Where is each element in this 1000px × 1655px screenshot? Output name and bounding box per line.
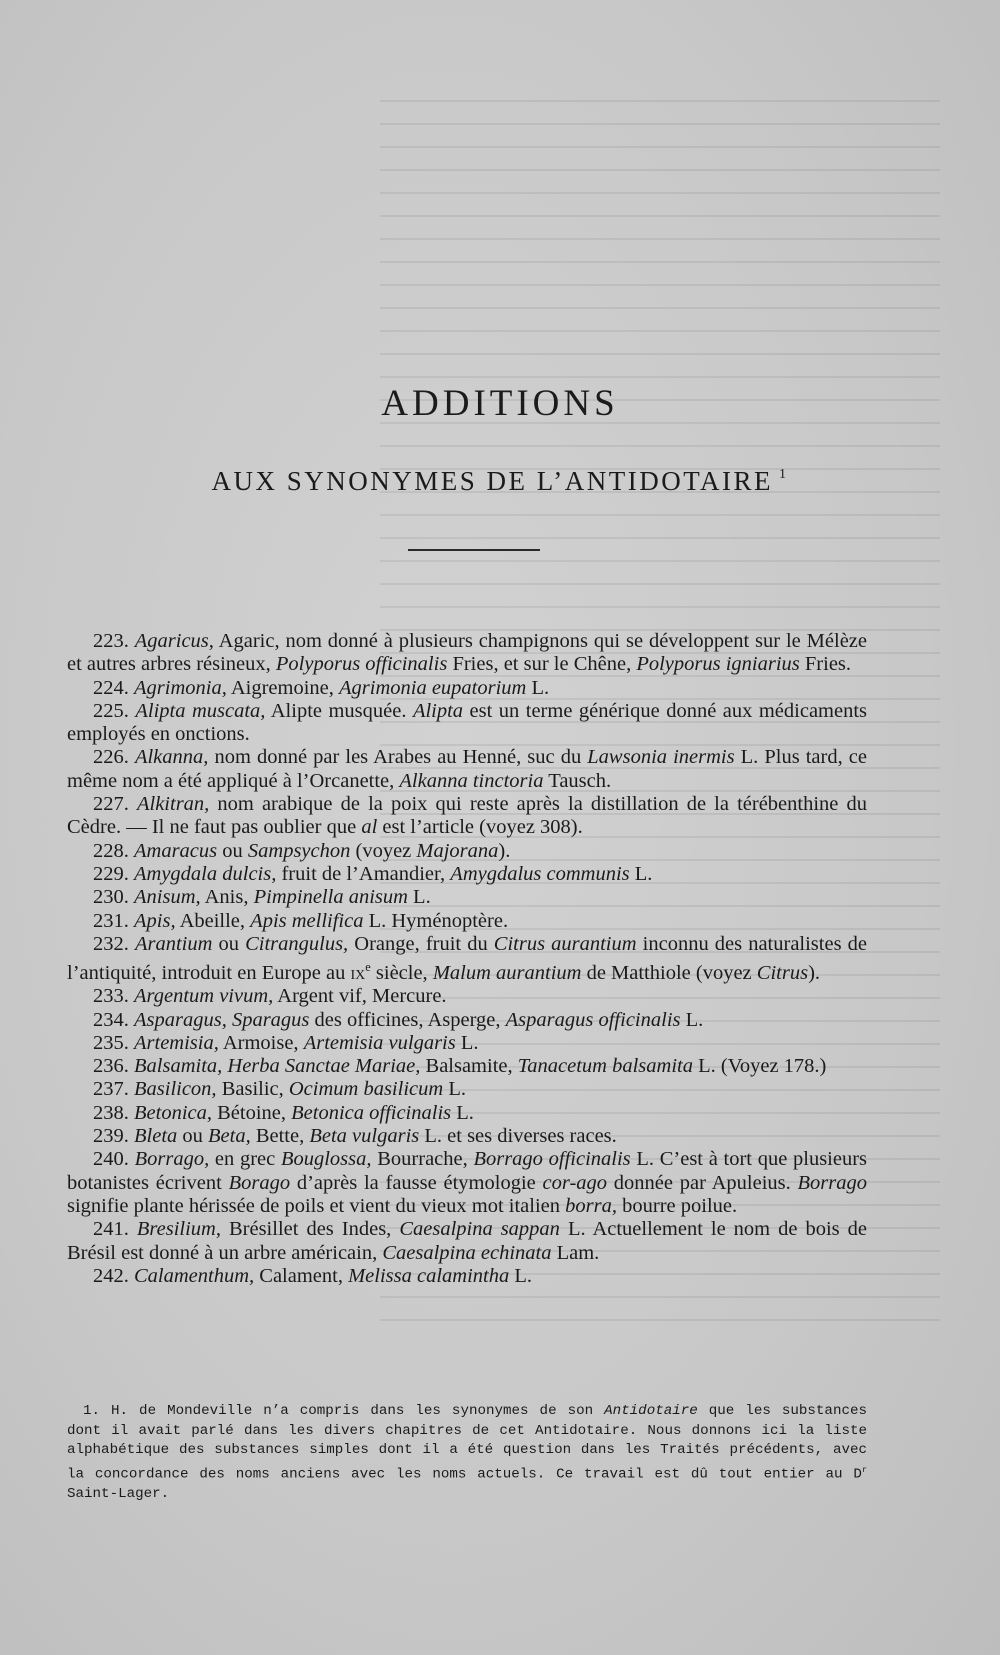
entry xyxy=(67,1055,867,1078)
text-run: Brésillet des Indes, xyxy=(220,1218,400,1241)
text-run: Aigremoine, xyxy=(226,676,339,699)
text-run: Armoise, xyxy=(218,1031,304,1054)
superscript: e xyxy=(365,960,371,975)
italic-term: Alkanna, xyxy=(134,746,209,769)
entry-number: 231. xyxy=(93,909,134,932)
entry xyxy=(67,863,867,886)
text-run: ou xyxy=(217,839,248,862)
text-run: L. Plus tard, ce même nom a été appliqué à l’Orcanette, xyxy=(67,746,867,792)
text-run: inconnu des naturalistes de l’antiquité, introduit en Europe au xyxy=(67,932,867,984)
text-run: ). xyxy=(498,839,511,862)
italic-term: Bresilium, xyxy=(136,1218,221,1241)
italic-term: Borago xyxy=(228,1171,291,1194)
text-run: Anis, xyxy=(200,886,254,909)
footnote xyxy=(67,1402,867,1504)
italic-term: Amygdalus communis xyxy=(450,862,630,885)
italic-term: Caesalpina sappan xyxy=(399,1218,560,1241)
italic-term: Amygdala dulcis, xyxy=(134,862,277,885)
italic-term: Polyporus igniarius xyxy=(636,653,800,676)
italic-term: Citrangulus, xyxy=(245,932,349,955)
entry xyxy=(67,910,867,933)
entry xyxy=(67,1078,867,1101)
text-run: Bette, xyxy=(250,1125,310,1148)
entry xyxy=(67,840,867,863)
entry-number: 232. xyxy=(93,932,135,955)
entry xyxy=(67,1265,867,1288)
text-run: Agaric, nom donné à plusieurs champignons qui se développent sur le Mélèze et autres arbres résineux, xyxy=(67,630,867,676)
italic-term: Bleta xyxy=(134,1125,178,1148)
text-run: Saint-Lager. xyxy=(67,1485,170,1502)
text-run: bourre poilue. xyxy=(617,1194,738,1217)
entry-number: 226. xyxy=(93,746,135,769)
entry-number: 239. xyxy=(93,1125,134,1148)
entry xyxy=(67,886,867,909)
italic-term: Anisum, xyxy=(134,886,201,909)
text-run: (voyez xyxy=(350,839,417,862)
entry-number: 236. xyxy=(93,1055,134,1078)
italic-term: cor-ago xyxy=(542,1171,608,1194)
text-run: est un terme générique donné aux médicaments employés en onctions. xyxy=(67,699,868,746)
text-run: 1. H. de Mondeville n’a compris dans les synonymes de son xyxy=(83,1403,605,1419)
entry xyxy=(67,933,867,985)
text-run: L. Actuellement le nom de bois de Brésil est donné à un arbre américain, xyxy=(67,1218,868,1264)
text-run: d’après la fausse étymologie xyxy=(290,1171,543,1194)
entry-number: 242. xyxy=(93,1264,134,1287)
italic-term: Sampsychon xyxy=(247,839,351,862)
italic-term: Alipta xyxy=(412,699,464,722)
entry-number: 230. xyxy=(93,886,134,909)
text-run: Basilic, xyxy=(216,1078,289,1101)
footnote-marker: 1 xyxy=(779,467,789,482)
entry-number: 240. xyxy=(93,1148,135,1171)
page-subtitle xyxy=(0,466,1000,497)
text-run: en grec xyxy=(209,1148,281,1171)
entry-number: 227. xyxy=(93,793,137,816)
entry xyxy=(67,700,867,747)
italic-term: Caesalpina echinata xyxy=(382,1241,552,1264)
italic-term: Tanacetum balsamita xyxy=(517,1055,693,1078)
entry xyxy=(67,1125,867,1148)
text-run: L. Hyménoptère. xyxy=(363,909,509,932)
italic-term: Beta, xyxy=(208,1125,251,1148)
italic-term: Apis mellifica xyxy=(250,909,364,932)
text-run: nom donné par les Arabes au Henné, suc du xyxy=(208,746,588,769)
entry xyxy=(67,746,867,793)
entry-number: 237. xyxy=(93,1078,134,1101)
text-run: Abeille, xyxy=(175,909,251,932)
small-caps: ix xyxy=(350,961,366,984)
italic-term: Betonica officinalis xyxy=(291,1101,452,1124)
text-run: L. xyxy=(509,1264,533,1287)
text-run: L. xyxy=(451,1101,474,1124)
italic-term: Alkitran, xyxy=(136,793,210,816)
italic-term: Melissa calamintha xyxy=(348,1264,510,1287)
italic-term: Asparagus, Sparagus xyxy=(134,1008,310,1031)
text-run: fruit de l’Amandier, xyxy=(276,862,451,885)
italic-term: Majorana xyxy=(416,839,499,862)
entry-number: 223. xyxy=(93,630,135,652)
italic-term: Malum aurantium xyxy=(432,961,582,984)
entry-number: 225. xyxy=(93,699,136,722)
text-run: ou xyxy=(177,1125,209,1148)
italic-term: Ocimum basilicum xyxy=(288,1078,444,1101)
text-run: Alipte musquée. xyxy=(265,699,413,722)
text-run: est l’article (voyez 308). xyxy=(377,816,583,839)
italic-term: Pimpinella anisum xyxy=(253,886,408,909)
entry-number: 238. xyxy=(93,1101,134,1124)
italic-term: Citrus xyxy=(756,961,809,984)
italic-term: Artemisia, xyxy=(134,1031,219,1054)
text-run: L. (Voyez 178.) xyxy=(692,1055,827,1078)
text-run: siècle, xyxy=(370,961,433,984)
italic-term: Borrago officinalis xyxy=(473,1148,631,1171)
entry xyxy=(67,1009,867,1032)
text-run: Balsamite, xyxy=(420,1055,518,1078)
text-run: L. xyxy=(407,886,431,909)
page-title: ADDITIONS xyxy=(381,383,619,424)
entry-number: 234. xyxy=(93,1008,134,1031)
text-run: signifie plante hérissée de poils et vient du vieux mot italien xyxy=(67,1194,566,1217)
subtitle-text: AUX SYNONYMES DE L’ANTIDOTAIRE xyxy=(211,466,774,496)
entry xyxy=(67,1102,867,1125)
italic-term: Beta vulgaris xyxy=(309,1125,420,1148)
text-run: Bourrache, xyxy=(371,1148,474,1171)
entry-number: 241. xyxy=(93,1218,137,1241)
italic-term: Basilicon, xyxy=(134,1078,217,1101)
entry-number: 228. xyxy=(93,839,134,862)
italic-term: Argentum vivum, xyxy=(134,985,274,1008)
italic-term: Apis, xyxy=(134,909,176,932)
text-run: L. xyxy=(680,1008,704,1031)
italic-term: Amaracus xyxy=(134,839,218,862)
text-run: que les substances dont il avait parlé dans les divers chapitres de cet Antidotaire. Nous donnons ici la liste alphabétique des substances simples dont il a été question dans les Traités précédents, avec la concordance des noms anciens avec les noms actuels. Ce travail est dû tout entier au D xyxy=(67,1403,867,1483)
superscript: r xyxy=(861,1464,867,1475)
italic-term: Borrago, xyxy=(134,1148,210,1171)
italic-term: Agaricus, xyxy=(134,630,214,652)
italic-term: Artemisia vulgaris xyxy=(303,1031,456,1054)
italic-term: Borrago xyxy=(797,1171,868,1194)
entry-number: 235. xyxy=(93,1031,134,1054)
text-run: Fries, et sur le Chêne, xyxy=(447,653,637,676)
italic-term: Bouglossa, xyxy=(280,1148,372,1171)
entry-number: 233. xyxy=(93,985,134,1008)
entry xyxy=(67,985,867,1008)
italic-term: Balsamita, Herba Sanctae Mariae, xyxy=(134,1055,421,1078)
title-rule xyxy=(408,549,540,551)
text-run: donnée par Apuleius. xyxy=(607,1171,798,1194)
italic-term: Alkanna tinctoria xyxy=(399,769,544,792)
text-run: Tausch. xyxy=(543,769,612,792)
text-run: L. et ses diverses races. xyxy=(419,1125,617,1148)
italic-term: Agrimonia eupatorium xyxy=(339,676,527,699)
text-run: Lam. xyxy=(551,1241,600,1264)
text-run: Fries. xyxy=(799,653,852,676)
italic-term: Antidotaire xyxy=(604,1403,698,1419)
italic-term: borra, xyxy=(565,1194,617,1217)
italic-term: Citrus aurantium xyxy=(493,932,637,955)
entries-list xyxy=(67,630,867,1288)
entry xyxy=(67,630,867,677)
text-run: L. xyxy=(455,1031,479,1054)
text-run: Orange, fruit du xyxy=(348,932,494,955)
text-run: des officines, Asperge, xyxy=(309,1008,506,1031)
text-run: ). xyxy=(808,961,821,984)
italic-term: Calamenthum, xyxy=(134,1264,255,1287)
entry xyxy=(67,1148,867,1218)
entry xyxy=(67,1218,867,1265)
entry-number: 229. xyxy=(93,862,134,885)
italic-term: Betonica, xyxy=(134,1101,212,1124)
text-run: de Matthiole (voyez xyxy=(581,961,757,984)
italic-term: Polyporus officinalis xyxy=(275,653,448,676)
italic-term: al xyxy=(361,816,378,839)
text-run: L. C’est à tort que plusieurs botanistes écrivent xyxy=(67,1148,868,1194)
text-run: L. xyxy=(526,676,550,699)
italic-term: Agrimonia, xyxy=(134,676,227,699)
text-run: Bétoine, xyxy=(212,1101,292,1124)
italic-term: Lawsonia inermis xyxy=(587,746,735,769)
text-run: Argent vif, Mercure. xyxy=(273,985,447,1008)
text-run: L. xyxy=(629,862,653,885)
text-run: Calament, xyxy=(254,1264,349,1287)
entry xyxy=(67,1032,867,1055)
text-run: ou xyxy=(212,932,246,955)
entry-number: 224. xyxy=(93,676,134,699)
italic-term: Asparagus officinalis xyxy=(505,1008,681,1031)
entry xyxy=(67,677,867,700)
italic-term: Arantium xyxy=(134,932,213,955)
text-run: L. xyxy=(443,1078,466,1101)
italic-term: Alipta muscata, xyxy=(135,699,266,722)
text-run: nom arabique de la poix qui reste après la distillation de la térébenthine du Cèdre. — Il ne faut pas oublier que xyxy=(67,793,867,839)
entry xyxy=(67,793,867,840)
